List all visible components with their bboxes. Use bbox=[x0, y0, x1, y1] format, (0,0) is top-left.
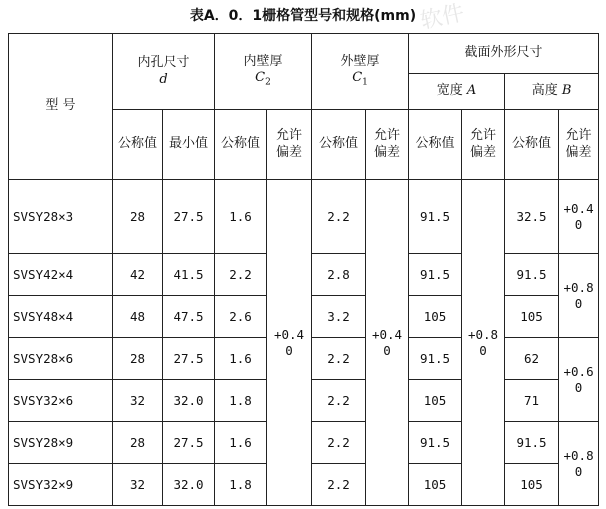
c1-nominal-cell: 2.2 bbox=[312, 180, 366, 254]
table-title: 表A．0．1栅格管型号和规格(mm) bbox=[189, 8, 417, 24]
header-b-nominal: 公称值 bbox=[505, 110, 559, 180]
header-inner-hole: 内孔尺寸 d bbox=[113, 34, 215, 110]
a-nominal-cell: 91.5 bbox=[409, 254, 462, 296]
header-c1-nominal: 公称值 bbox=[312, 110, 366, 180]
header-section: 截面外形尺寸 bbox=[409, 34, 599, 74]
b-tolerance-cell: +0.4 0 bbox=[559, 180, 599, 254]
header-d-nominal: 公称值 bbox=[113, 110, 163, 180]
model-cell: SVSY28×3 bbox=[9, 180, 113, 254]
d-minimum-cell: 27.5 bbox=[163, 338, 215, 380]
b-nominal-cell: 105 bbox=[505, 464, 559, 506]
table-row bbox=[9, 180, 599, 254]
header-inner-wall: 内壁厚 $C_2$ bbox=[215, 34, 312, 110]
a-nominal-cell: 105 bbox=[409, 296, 462, 338]
c1-nominal-cell: 2.2 bbox=[312, 422, 366, 464]
c2-tolerance-cell: +0.4 0 bbox=[267, 180, 312, 506]
d-nominal-cell: 28 bbox=[113, 338, 163, 380]
c1-nominal-cell: 2.2 bbox=[312, 338, 366, 380]
c1-nominal-cell: 2.2 bbox=[312, 464, 366, 506]
b-nominal-cell: 71 bbox=[505, 380, 559, 422]
header-width: 宽度 A bbox=[409, 74, 505, 110]
d-nominal-cell: 32 bbox=[113, 464, 163, 506]
model-cell: SVSY28×9 bbox=[9, 422, 113, 464]
b-nominal-cell: 91.5 bbox=[505, 422, 559, 464]
a-nominal-cell: 105 bbox=[409, 464, 462, 506]
model-cell: SVSY28×6 bbox=[9, 338, 113, 380]
c2-nominal-cell: 1.8 bbox=[215, 380, 267, 422]
header-b-allow: 允许 偏差 bbox=[559, 110, 599, 180]
d-minimum-cell: 41.5 bbox=[163, 254, 215, 296]
b-tolerance-cell: +0.8 0 bbox=[559, 254, 599, 338]
d-nominal-cell: 32 bbox=[113, 380, 163, 422]
c1-nominal-cell: 3.2 bbox=[312, 296, 366, 338]
c2-nominal-cell: 1.6 bbox=[215, 338, 267, 380]
d-nominal-cell: 28 bbox=[113, 180, 163, 254]
d-nominal-cell: 48 bbox=[113, 296, 163, 338]
header-outer-wall: 外壁厚 $C_1$ bbox=[312, 34, 409, 110]
a-tolerance-cell: +0.8 0 bbox=[462, 180, 505, 506]
header-a-nominal: 公称值 bbox=[409, 110, 462, 180]
d-minimum-cell: 27.5 bbox=[163, 422, 215, 464]
b-nominal-cell: 105 bbox=[505, 296, 559, 338]
a-nominal-cell: 91.5 bbox=[409, 180, 462, 254]
c2-nominal-cell: 2.6 bbox=[215, 296, 267, 338]
c1-nominal-cell: 2.8 bbox=[312, 254, 366, 296]
c2-nominal-cell: 2.2 bbox=[215, 254, 267, 296]
d-minimum-cell: 47.5 bbox=[163, 296, 215, 338]
header-c2-nominal: 公称值 bbox=[215, 110, 267, 180]
d-minimum-cell: 27.5 bbox=[163, 180, 215, 254]
c2-nominal-cell: 1.6 bbox=[215, 422, 267, 464]
d-nominal-cell: 28 bbox=[113, 422, 163, 464]
header-a-allow: 允许 偏差 bbox=[462, 110, 505, 180]
c2-nominal-cell: 1.6 bbox=[215, 180, 267, 254]
header-d-minimum: 最小值 bbox=[163, 110, 215, 180]
header-c1-allow: 允许 偏差 bbox=[366, 110, 409, 180]
model-cell: SVSY32×9 bbox=[9, 464, 113, 506]
b-nominal-cell: 91.5 bbox=[505, 254, 559, 296]
header-c2-allow: 允许 偏差 bbox=[267, 110, 312, 180]
b-nominal-cell: 32.5 bbox=[505, 180, 559, 254]
b-tolerance-cell: +0.8 0 bbox=[559, 422, 599, 506]
a-nominal-cell: 91.5 bbox=[409, 338, 462, 380]
c1-nominal-cell: 2.2 bbox=[312, 380, 366, 422]
b-tolerance-cell: +0.6 0 bbox=[559, 338, 599, 422]
a-nominal-cell: 91.5 bbox=[409, 422, 462, 464]
model-cell: SVSY32×6 bbox=[9, 380, 113, 422]
b-nominal-cell: 62 bbox=[505, 338, 559, 380]
d-minimum-cell: 32.0 bbox=[163, 380, 215, 422]
model-cell: SVSY42×4 bbox=[9, 254, 113, 296]
a-nominal-cell: 105 bbox=[409, 380, 462, 422]
spec-table bbox=[8, 33, 599, 506]
model-cell: SVSY48×4 bbox=[9, 296, 113, 338]
d-nominal-cell: 42 bbox=[113, 254, 163, 296]
header-height: 高度 B bbox=[505, 74, 599, 110]
watermark-text: 软件 bbox=[418, 0, 467, 35]
header-model: 型 号 bbox=[9, 34, 113, 180]
d-minimum-cell: 32.0 bbox=[163, 464, 215, 506]
c1-tolerance-cell: +0.4 0 bbox=[366, 180, 409, 506]
c2-nominal-cell: 1.8 bbox=[215, 464, 267, 506]
